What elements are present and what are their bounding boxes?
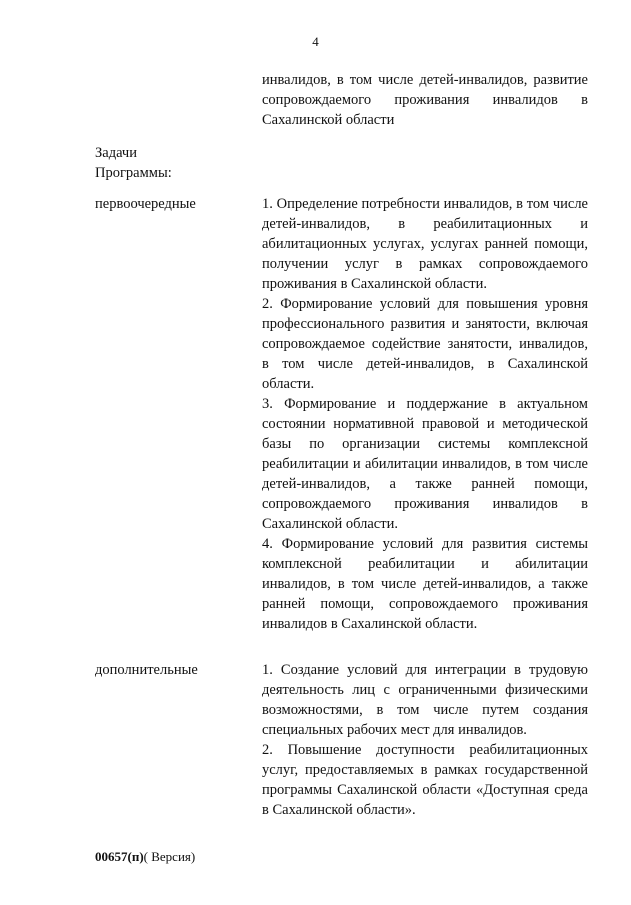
primary-task-item: 1. Определение потребности инвалидов, в том числе детей-инвалидов, в реабилитационных и абилитационных услугах, услугах ранней помощи, получении услуг в рамках сопровождаемого проживания в Сахалинской области. — [262, 196, 588, 292]
document-version: ( Версия) — [143, 849, 196, 864]
additional-task-item: 1. Создание условий для интеграции в трудовую деятельность лиц с ограниченными физическими возможностями, в том числе путем создания специальных рабочих мест для инвалидов. — [262, 662, 588, 738]
section-heading — [95, 143, 172, 183]
primary-tasks-list — [262, 194, 588, 634]
intro-block — [262, 70, 588, 130]
intro-text: инвалидов, в том числе детей-инвалидов, развитие сопровождаемого проживания инвалидов в Сахалинской области — [262, 72, 588, 128]
primary-task-item: 3. Формирование и поддержание в актуальном состоянии нормативной правовой и методической базы по организации системы комплексной реабилитации и абилитации инвалидов, в том числе детей-инвалидов, а также ранней помощи, сопровождаемого проживания инвалидов в Сахалинской области. — [262, 396, 588, 532]
additional-task-item: 2. Повышение доступности реабилитационных услуг, предоставляемых в рамках государственной программы Сахалинской области «Доступная среда в Сахалинской области». — [262, 742, 588, 818]
additional-tasks-list — [262, 660, 588, 820]
primary-task-item: 4. Формирование условий для развития системы комплексной реабилитации и абилитации инвалидов, в том числе детей-инвалидов, а также ранней помощи, сопровождаемого проживания инвалидов в Сахалинской области. — [262, 536, 588, 632]
primary-task-item: 2. Формирование условий для повышения уровня профессионального развития и занятости, включая сопровождаемое содействие занятости, инвалидов, в том числе детей-инвалидов, в Сахалинской области. — [262, 296, 588, 392]
primary-label: первоочередные — [95, 196, 196, 212]
document-code: 00657(п) — [95, 849, 144, 864]
additional-label: дополнительные — [95, 662, 198, 678]
section-heading-line1: Задачи — [95, 145, 137, 161]
document-footer — [95, 849, 195, 865]
section-heading-line2: Программы: — [95, 165, 172, 181]
page-number: 4 — [312, 34, 319, 49]
